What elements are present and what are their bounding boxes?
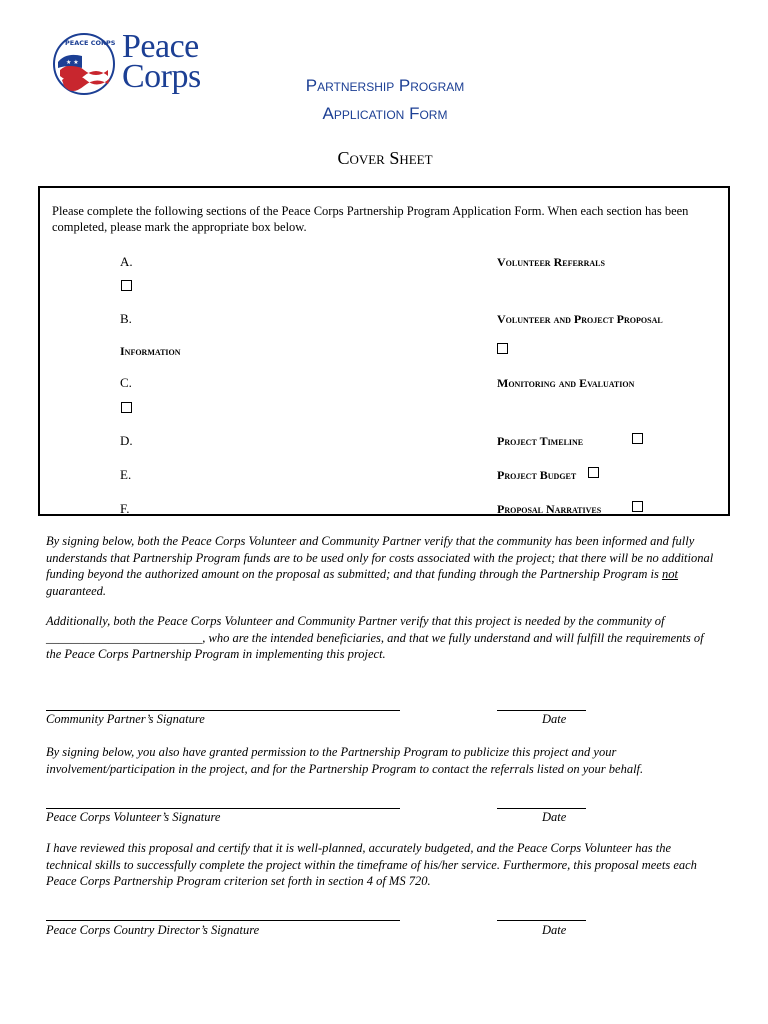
statement2-end: , who are the intended beneficiaries, and that we fully understand and will fulfill the requirements of the Peace Corps Partnership Program in implementing this project. bbox=[46, 630, 704, 661]
statement1-emphasis: not bbox=[661, 567, 678, 581]
title-line-1: Partnership Program bbox=[305, 76, 465, 95]
section-f-letter: F. bbox=[120, 501, 130, 516]
country-director-signature-label: Peace Corps Country Director’s Signature bbox=[46, 923, 260, 937]
section-d-checkbox[interactable] bbox=[632, 433, 643, 444]
volunteer-date-line[interactable] bbox=[497, 808, 586, 809]
statement2-text: Additionally, both the Peace Corps Volunteer and Community Partner verify that this project is needed by the community of bbox=[46, 614, 665, 628]
svg-text:★ ★: ★ ★ bbox=[66, 59, 79, 66]
section-e-letter: E. bbox=[120, 467, 132, 482]
community-partner-signature-label: Community Partner’s Signature bbox=[46, 712, 205, 726]
section-b-label: Volunteer and Project Proposal bbox=[497, 312, 663, 326]
volunteer-signature-line[interactable] bbox=[46, 808, 400, 809]
section-a-checkbox[interactable] bbox=[121, 280, 132, 291]
section-d-letter: D. bbox=[120, 433, 133, 448]
community-need-statement bbox=[46, 613, 716, 663]
volunteer-date-label: Date bbox=[542, 810, 567, 824]
section-a-letter: A. bbox=[120, 254, 133, 269]
community-partner-signature-line[interactable] bbox=[46, 710, 400, 711]
section-a-label: Volunteer Referrals bbox=[497, 255, 605, 269]
statement1-text: By signing below, both the Peace Corps Volunteer and Community Partner verify that the community has been informed and fully understands that Partnership Program funds are to be used only for costs associated with the project; that there will be no additional funding beyond the authorized amount on the proposal as submitted; and that funding through the Partnership Program is bbox=[46, 534, 714, 581]
section-d-label: Project Timeline bbox=[497, 434, 584, 448]
title-line-2: Application Form bbox=[322, 104, 448, 123]
section-e-label: Project Budget bbox=[497, 468, 577, 482]
section-b-label-cont: Information bbox=[120, 344, 181, 358]
country-director-date-line[interactable] bbox=[497, 920, 586, 921]
verification-statement bbox=[46, 533, 716, 599]
section-f-label: Proposal Narratives bbox=[497, 502, 602, 516]
director-certification-statement: I have reviewed this proposal and certify that it is well-planned, accurately budgeted, and the Peace Corps Volunteer has the technical skills to successfully complete the project within the timeframe of his/her service. Furthermore, this proposal meets each Peace Corps Partnership Program criterion set forth in section 4 of MS 720. bbox=[46, 841, 697, 888]
community-partner-date-label: Date bbox=[542, 712, 567, 726]
section-e-checkbox[interactable] bbox=[588, 467, 599, 478]
section-f-checkbox[interactable] bbox=[632, 501, 643, 512]
section-c-checkbox[interactable] bbox=[121, 402, 132, 413]
logo-word-line1: Peace bbox=[122, 28, 199, 65]
country-director-date-label: Date bbox=[542, 923, 567, 937]
community-partner-date-line[interactable] bbox=[497, 710, 586, 711]
logo-word-line2: Corps bbox=[122, 58, 201, 95]
logo-seal-text: PEACE CORPS bbox=[65, 39, 116, 47]
section-b-checkbox[interactable] bbox=[497, 343, 508, 354]
cover-sheet-heading: Cover Sheet bbox=[337, 148, 433, 168]
statement1-end: guaranteed. bbox=[46, 583, 107, 598]
publicity-permission-statement: By signing below, you also have granted permission to the Partnership Program to publicize this project and your involvement/participation in the project, and for the Partnership Program to contact the referrals listed on your behalf. bbox=[46, 745, 644, 776]
community-name-blank[interactable]: _________________________ bbox=[46, 630, 203, 645]
volunteer-signature-label: Peace Corps Volunteer’s Signature bbox=[46, 810, 221, 824]
section-c-label: Monitoring and Evaluation bbox=[497, 376, 635, 390]
country-director-signature-line[interactable] bbox=[46, 920, 400, 921]
section-b-letter: B. bbox=[120, 311, 132, 326]
logo-wordmark bbox=[122, 28, 201, 95]
section-c-letter: C. bbox=[120, 375, 132, 390]
instructions-text: Please complete the following sections of the Peace Corps Partnership Program Application Form. When each section has been completed, please mark the appropriate box below. bbox=[52, 204, 689, 234]
